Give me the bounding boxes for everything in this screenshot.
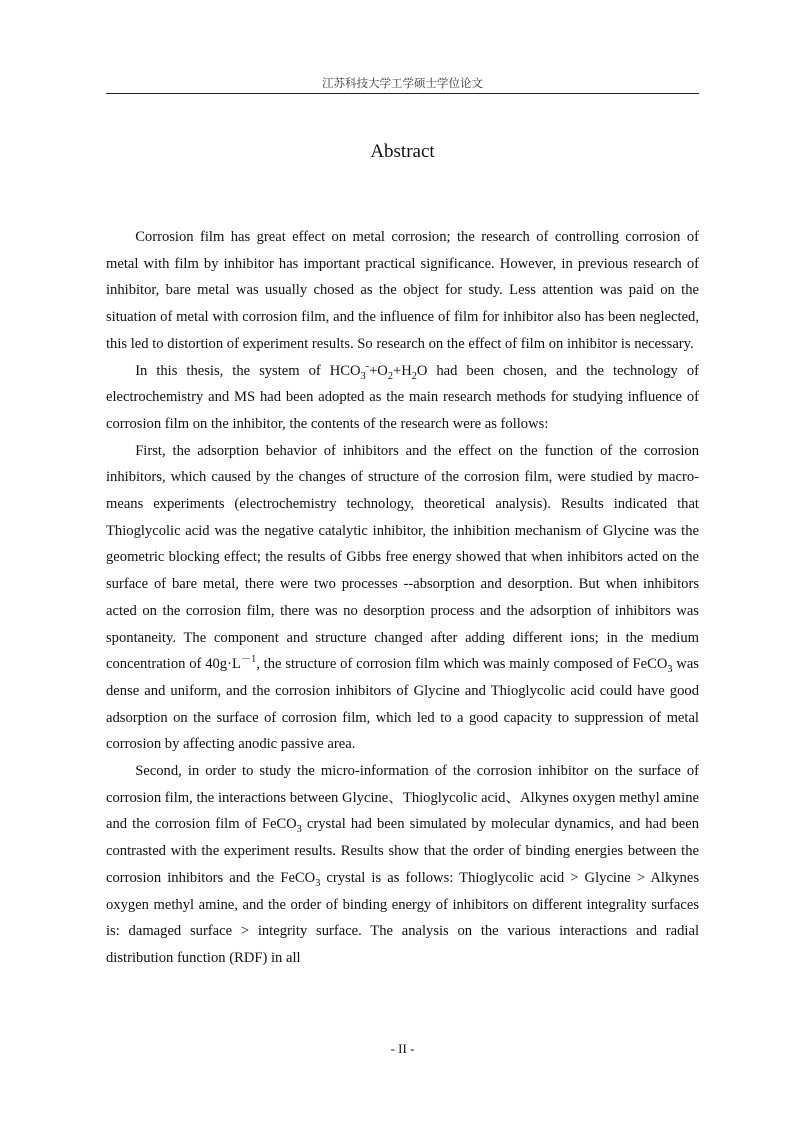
paragraph-1: Corrosion film has great effect on metal corrosion; the research of controlling corrosion of metal with film by inhibitor has important practical significance. However, in previous research of inhibitor, bare metal was usually chosed as the object for study. Less attention was paid on the situation of metal with corrosion film, and the influence of film for inhibitor also has been neglected, this led to distortion of experiment results. So research on the effect of film on inhibitor is necessary. (106, 229, 699, 352)
abstract-body (106, 224, 699, 972)
paragraph-2: In this thesis, the system of $HCO_3^-+O_2+H_2O$ had been chosen, and the technology of electrochemistry and MS had been adopted as the main research methods for studying influence of corrosion film on the inhibitor, the contents of the research were as follows: (106, 360, 699, 432)
page-title: Abstract (370, 141, 435, 162)
page-number: - II - (390, 1041, 415, 1056)
paragraph-4: Second, in order to study the micro-information of the corrosion inhibitor on the surface of corrosion film, the interactions between Glycine、Thioglycolic acid、Alkynes oxygen methyl amine and the corrosion film of FeCO$_3$ crystal had been simulated by molecular dynamics, and had been contrasted with the experiment results. Results show that the order of binding energies between the corrosion inhibitors and the FeCO$_3$ crystal is as follows: Thioglycolic acid > Glycine > Alkynes oxygen methyl amine, and the order of binding energy of inhibitors on different integrality surfaces is: damaged surface > integrity surface. The analysis on the various interactions and radial distribution function (RDF) in all (106, 763, 699, 966)
running-title: 江苏科技大学工学硕士学位论文 (322, 78, 483, 90)
running-header (106, 76, 699, 94)
paragraph-3: First, the adsorption behavior of inhibitors and the effect on the function of the corrosion inhibitors, which caused by the changes of structure of the corrosion film, were studied by macro-means experiments (electrochemistry technology, theoretical analysis). Results indicated that Thioglycolic acid was the negative catalytic inhibitor, the inhibition mechanism of Glycine was the geometric blocking effect; the results of Gibbs free energy showed that when inhibitors acted on the surface of bare metal, there were two processes --absorption and desorption. But when inhibitors acted on the corrosion film, there was no desorption process and the adsorption of inhibitors was spontaneity. The component and structure changed after adding different ions; in the medium concentration of $40g\cdot L^{-1}$, the structure of corrosion film which was mainly composed of FeCO$_3$ was dense and uniform, and the corrosion inhibitors of Glycine and Thioglycolic acid could have good adsorption on the surface of corrosion film, which led to a good capacity to suppression of metal corrosion by affecting anodic passive area. (106, 442, 699, 753)
